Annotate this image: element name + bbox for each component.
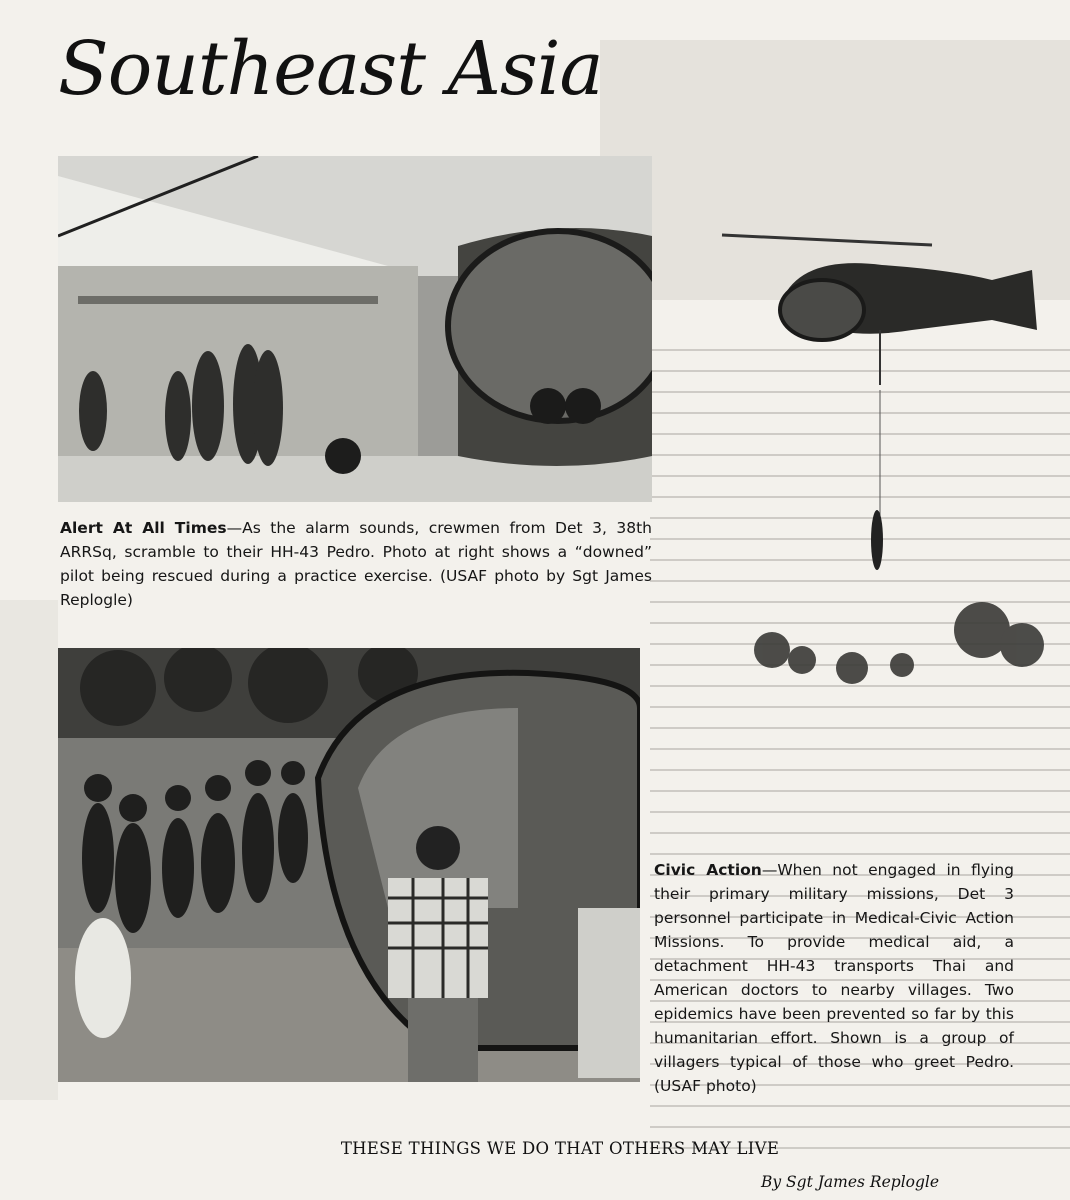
- rescue-photo: [652, 140, 1070, 690]
- helicopter-hoist-rescue-photo-icon: [652, 140, 1070, 690]
- alert-caption-lead: Alert At All Times: [60, 519, 227, 537]
- villagers-helicopter-photo-icon: [58, 648, 640, 1082]
- civic-caption: [654, 858, 1014, 1098]
- alert-caption-body: —As the alarm sounds, crewmen from Det 3, 38th ARRSq, scramble to their HH-43 Pedro. Photo at right shows a “downed” pilot being rescued during a practice exercise. (USAF photo by Sgt James Replogle): [60, 519, 653, 609]
- page-title: Southeast Asia: [58, 26, 603, 112]
- civic-photo: [58, 648, 640, 1082]
- civic-caption-lead: Civic Action: [654, 861, 762, 879]
- alert-photo: [58, 156, 652, 502]
- helicopter-crew-scramble-photo-icon: [58, 156, 652, 502]
- motto: THESE THINGS WE DO THAT OTHERS MAY LIVE: [340, 1139, 780, 1158]
- bleed-through-texture-left: [0, 600, 58, 1100]
- alert-caption: [60, 516, 652, 612]
- civic-caption-body: —When not engaged in flying their primary military missions, Det 3 personnel participate in Medical-Civic Action Missions. To provide medical aid, a detachment HH-43 transports Thai and American doctors to nearby villages. Two epidemics have been prevented so far by this humanitarian effort. Shown is a group of villagers typical of those who greet Pedro. (USAF photo): [654, 861, 1014, 1095]
- byline: By Sgt James Replogle: [760, 1173, 940, 1191]
